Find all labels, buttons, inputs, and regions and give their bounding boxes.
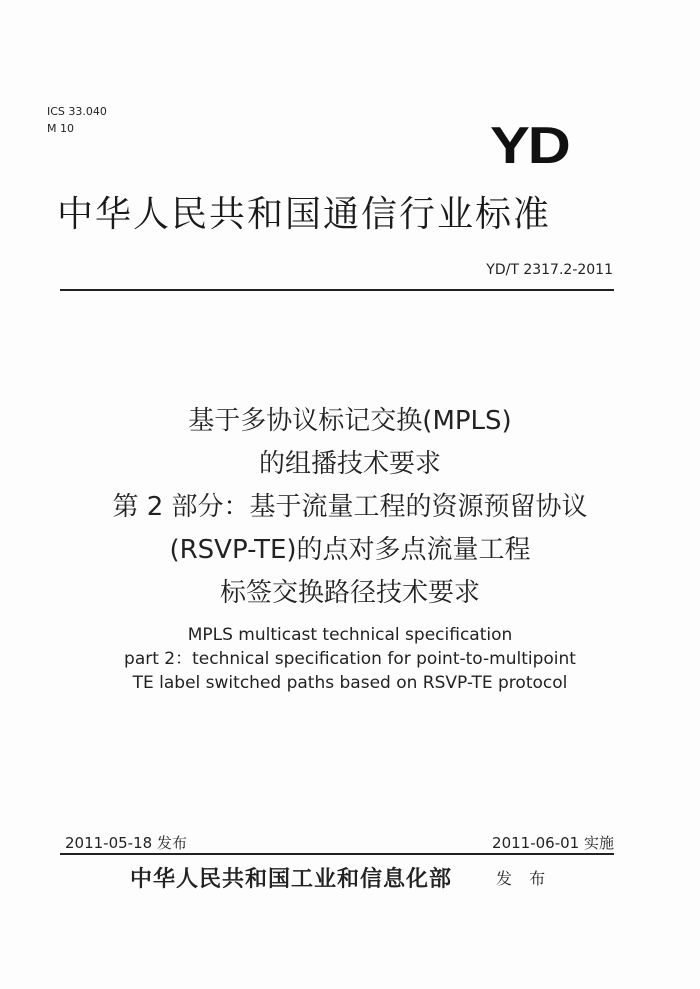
cn-title-line: 第 2 部分：基于流量工程的资源预留协议: [112, 492, 588, 522]
en-title-line: MPLS multicast technical specification: [187, 625, 513, 645]
standard-type-title: 中华人民共和国通信行业标准: [57, 194, 552, 235]
classification-block: [47, 103, 107, 137]
issuing-authority: 中华人民共和国工业和信息化部: [130, 866, 453, 892]
cn-title-line: 的组播技术要求: [258, 449, 441, 479]
cn-title-line: 标签交换路径技术要求: [219, 578, 480, 608]
cn-title-line: (RSVP-TE)的点对多点流量工程: [169, 535, 531, 565]
category-code: M 10: [47, 122, 74, 135]
yd-logo: YD: [490, 117, 569, 175]
ics-code: ICS 33.040: [47, 105, 107, 118]
publish-label: 发 布: [496, 869, 552, 888]
implement-date: 2011-06-01 实施: [492, 834, 614, 852]
document-title: [40, 400, 660, 695]
cn-title-line: 基于多协议标记交换(MPLS): [188, 406, 512, 436]
standard-code: YD/T 2317.2-2011: [486, 262, 613, 278]
en-title-line: part 2：technical specification for point-to-multipoint: [124, 649, 576, 669]
issue-date: 2011-05-18 发布: [65, 834, 187, 852]
top-divider: [60, 289, 614, 291]
en-title-line: TE label switched paths based on RSVP-TE protocol: [132, 673, 568, 693]
bottom-divider: [60, 853, 614, 855]
